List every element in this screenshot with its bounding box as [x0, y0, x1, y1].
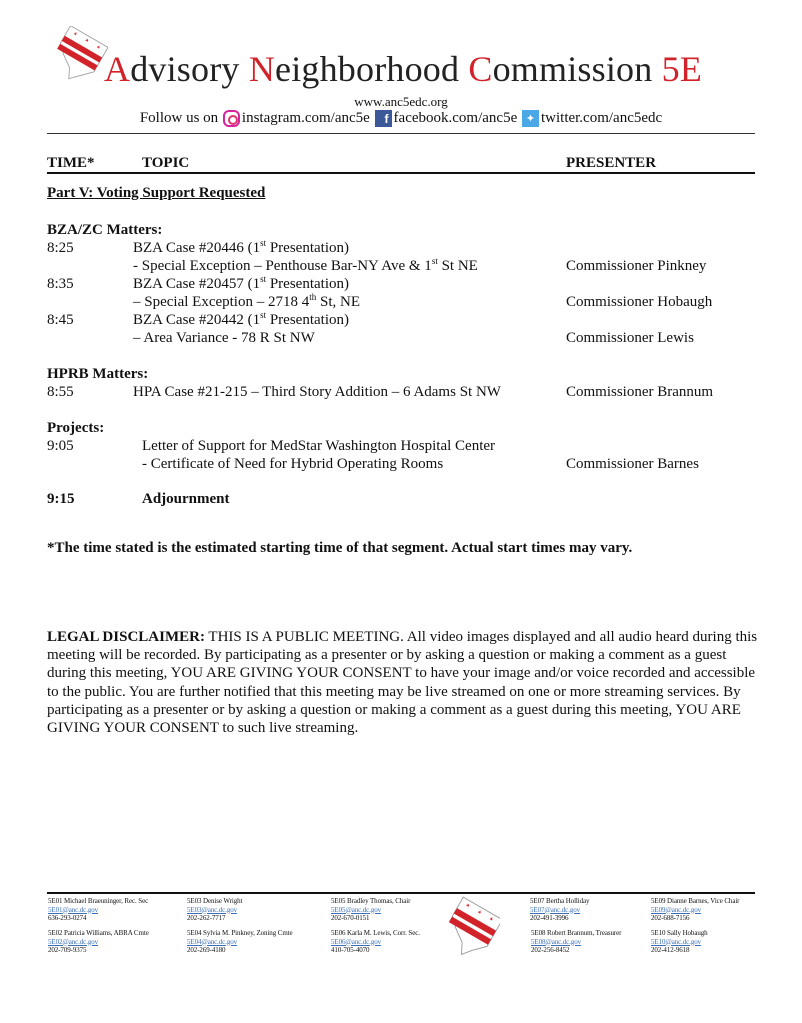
member-name: 5E06 Karla M. Lewis, Corr. Sec. [331, 929, 420, 937]
item-topic-detail: – Area Variance - 78 R St NW [133, 330, 315, 346]
header-divider [47, 133, 755, 134]
agenda-item-detail [47, 294, 755, 312]
member-contact [48, 897, 148, 923]
column-header-time: TIME* [47, 155, 95, 171]
item-time: 8:55 [47, 384, 74, 400]
title-initial: N [248, 49, 276, 89]
item-topic-detail: - Special Exception – Penthouse Bar-NY Ave & 1st St NE [133, 256, 478, 274]
item-topic: BZA Case #20446 (1st Presentation) [133, 238, 349, 256]
member-email-link[interactable]: 5E07@anc.dc.gov [530, 905, 581, 914]
member-contact [48, 929, 149, 955]
title-initial: A [104, 49, 131, 89]
item-topic: Letter of Support for MedStar Washington Hospital Center [142, 438, 496, 454]
agenda-item [47, 240, 755, 258]
item-time: 8:25 [47, 240, 74, 256]
item-time: 9:15 [47, 491, 75, 507]
member-contact [331, 929, 420, 955]
member-name: 5E10 Sally Hobaugh [651, 929, 708, 937]
member-email-link[interactable]: 5E01@anc.dc.gov [48, 905, 99, 914]
title-initial: C [468, 49, 493, 89]
disclaimer-label: LEGAL DISCLAIMER: [47, 629, 205, 645]
section-title-projects: Projects: [47, 420, 105, 436]
facebook-link[interactable]: facebook.com/anc5e [393, 110, 518, 127]
member-name: 5E02 Patricia Williams, ABRA Cmte [48, 929, 149, 937]
item-presenter: Commissioner Lewis [566, 330, 694, 346]
agenda-item-detail [47, 330, 755, 348]
disclaimer-text: THIS IS A PUBLIC MEETING. All video images displayed and all audio heard during this meeting will be recorded. By participating as a presenter or by asking a question or making a comment as a guest during this meeting, YOU ARE GIVING YOUR CONSENT to have your image and/or voice recorded and accessible to the public. You are further notified that this meeting may be live streamed on one or more streaming services. By participating as a presenter or by asking a question or making a comment as a guest during this meeting, YOU ARE GIVING YOUR CONSENT to such live streaming. [47, 629, 758, 737]
member-contact [331, 897, 410, 923]
twitter-icon: ✦ [522, 110, 539, 127]
member-name: 5E05 Bradley Thomas, Chair [331, 897, 411, 905]
member-email-link[interactable]: 5E04@anc.dc.gov [187, 937, 238, 946]
item-topic: Adjournment [142, 491, 230, 507]
title-word: eighborhood [275, 49, 469, 89]
member-email-link[interactable]: 5E06@anc.dc.gov [331, 937, 382, 946]
instagram-icon [223, 110, 240, 127]
agenda-item [47, 438, 755, 456]
member-email-link[interactable]: 5E10@anc.dc.gov [651, 937, 702, 946]
website-link[interactable]: www.anc5edc.org [354, 94, 448, 109]
agenda-item [47, 276, 755, 294]
member-contact [187, 897, 242, 923]
item-topic: HPA Case #21-215 – Third Story Addition – 6 Adams St NW [133, 384, 501, 400]
member-contact [187, 929, 293, 955]
item-presenter: Commissioner Hobaugh [566, 294, 713, 310]
member-contact [651, 897, 739, 923]
member-email-link[interactable]: 5E02@anc.dc.gov [48, 937, 99, 946]
column-header-presenter: PRESENTER [566, 155, 657, 171]
legal-disclaimer [47, 628, 767, 737]
member-contact [531, 929, 621, 955]
instagram-link[interactable]: instagram.com/anc5e [241, 110, 370, 127]
dc-flag-map-logo [48, 26, 108, 86]
commission-title [104, 48, 702, 90]
twitter-link[interactable]: twitter.com/anc5edc [540, 110, 663, 127]
part-title: Part V: Voting Support Requested [47, 185, 266, 201]
member-phone: 202-688-7156 [651, 914, 690, 922]
item-topic-detail: – Special Exception – 2718 4th St, NE [133, 292, 360, 310]
member-phone: 202-670-0151 [331, 914, 370, 922]
member-name: 5E03 Denise Wright [187, 897, 243, 905]
time-footnote: *The time stated is the estimated starting time of that segment. Actual start times may vary. [47, 540, 633, 556]
member-email-link[interactable]: 5E03@anc.dc.gov [187, 905, 238, 914]
item-presenter: Commissioner Brannum [566, 384, 714, 400]
member-contact [651, 929, 708, 955]
member-name: 5E01 Michael Braeuninger, Rec. Sec [48, 897, 149, 905]
column-header-rule [47, 172, 755, 174]
member-phone: 202-412-9618 [651, 946, 690, 954]
title-initial: 5E [661, 49, 703, 89]
item-topic-detail: - Certificate of Need for Hybrid Operating Rooms [142, 456, 444, 472]
member-phone: 202-262-7717 [187, 914, 226, 922]
member-phone: 636-293-0274 [48, 914, 87, 922]
item-time: 8:35 [47, 276, 74, 292]
title-word: ommission [492, 49, 662, 89]
agenda-item-detail [47, 258, 755, 276]
facebook-icon: f [375, 110, 392, 127]
member-email-link[interactable]: 5E08@anc.dc.gov [531, 937, 582, 946]
adjournment-item [47, 491, 755, 509]
member-phone: 410-705-4070 [331, 946, 370, 954]
member-phone: 202-491-3996 [530, 914, 569, 922]
section-title-hprb: HPRB Matters: [47, 366, 149, 382]
item-time: 9:05 [47, 438, 74, 454]
item-presenter: Commissioner Pinkney [566, 258, 707, 274]
title-word: dvisory [130, 49, 249, 89]
member-name: 5E07 Bertha Holliday [530, 897, 590, 905]
member-name: 5E04 Sylvia M. Pinkney, Zoning Cmte [187, 929, 293, 937]
dc-flag-map-footer-logo [444, 896, 500, 962]
item-topic: BZA Case #20457 (1st Presentation) [133, 274, 349, 292]
follow-label: Follow us on [139, 110, 219, 127]
member-phone: 202-709-9375 [48, 946, 87, 954]
footer-divider [47, 892, 755, 894]
agenda-item [47, 384, 755, 402]
social-follow-line [0, 110, 802, 127]
item-topic: BZA Case #20442 (1st Presentation) [133, 310, 349, 328]
column-header-topic: TOPIC [142, 155, 190, 171]
member-email-link[interactable]: 5E05@anc.dc.gov [331, 905, 382, 914]
item-time: 8:45 [47, 312, 74, 328]
section-title-bza: BZA/ZC Matters: [47, 222, 163, 238]
member-email-link[interactable]: 5E09@anc.dc.gov [651, 905, 702, 914]
member-name: 5E09 Dianne Barnes, Vice Chair [651, 897, 740, 905]
item-presenter: Commissioner Barnes [566, 456, 699, 472]
member-phone: 202-269-4180 [187, 946, 226, 954]
member-contact [530, 897, 589, 923]
agenda-item-detail [47, 456, 755, 474]
member-phone: 202-256-8452 [531, 946, 570, 954]
member-name: 5E08 Robert Brannum, Treasurer [531, 929, 622, 937]
agenda-item [47, 312, 755, 330]
